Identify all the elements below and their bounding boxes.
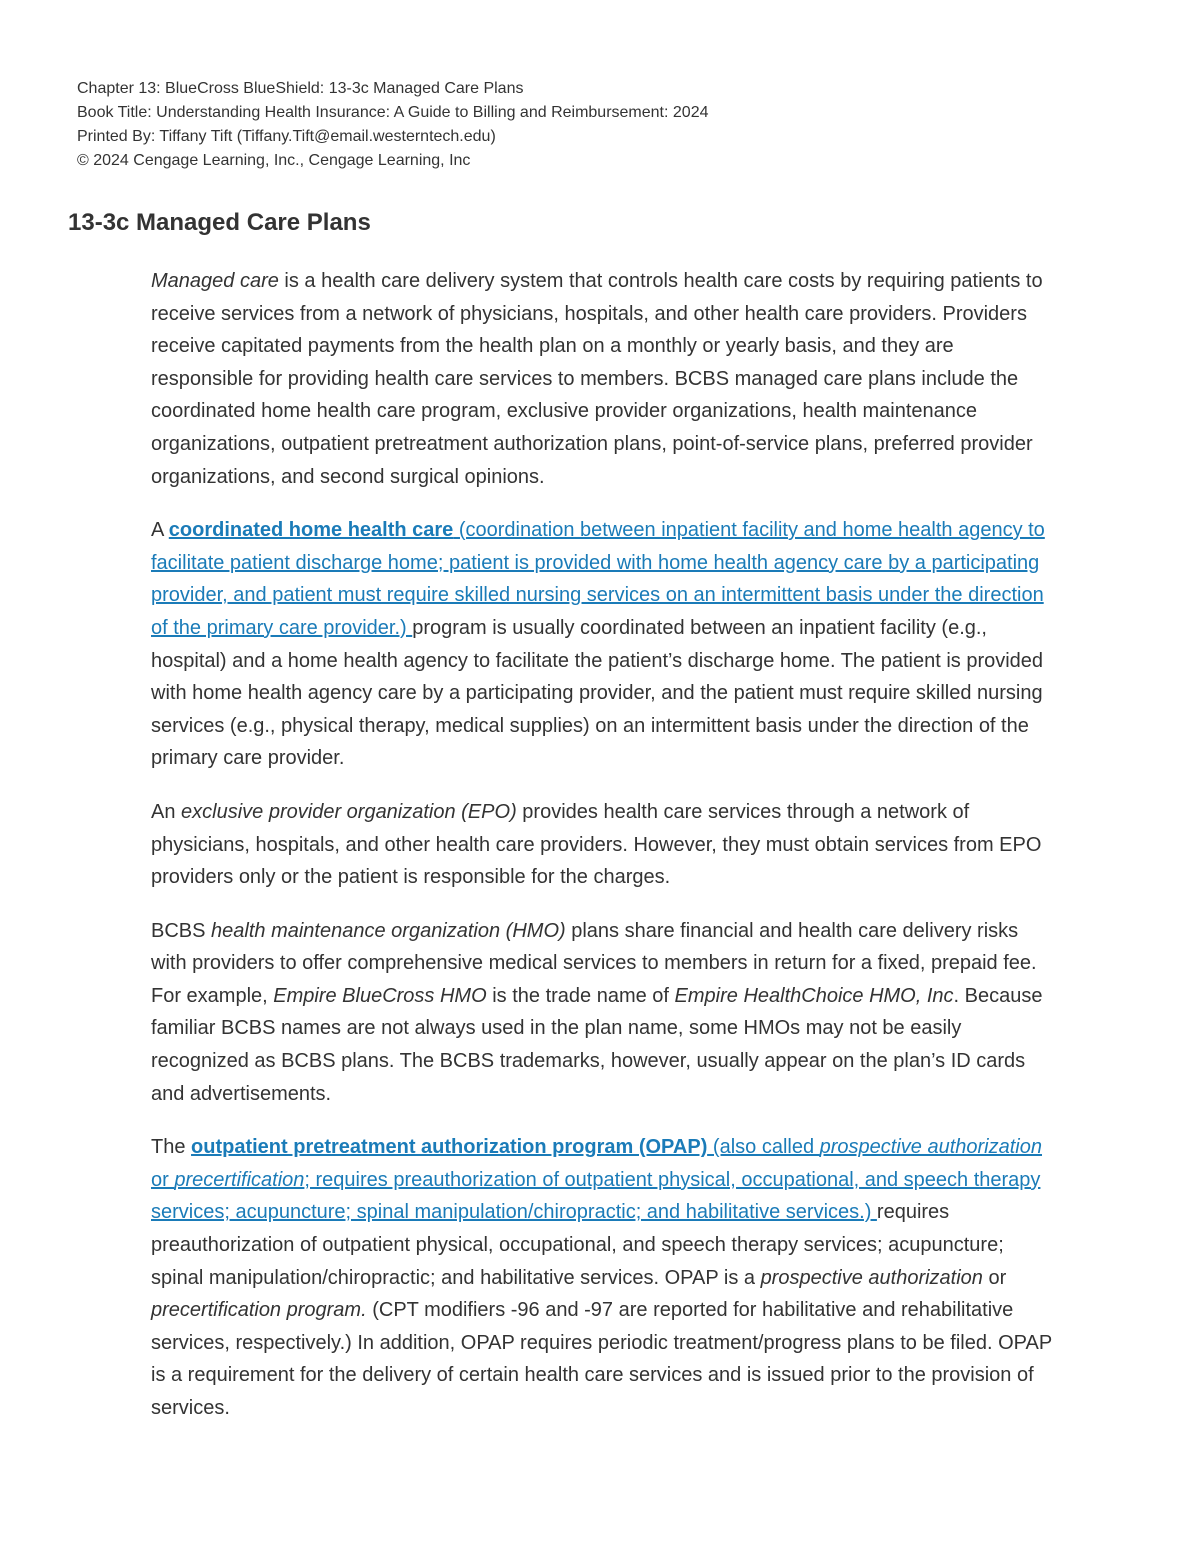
paragraph-opap: The outpatient pretreatment authorization program (OPAP) (also called prospective authorization or precertification; requires preauthorization of outpatient physical, occupational, and speech therapy services; acupuncture; spinal manipulation/chiropractic; and habilitative services.) requires preauthorization of outpatient physical, occupational, and speech therapy services; acupuncture; spinal manipulation/chiropractic; and habilitative services. OPAP is a prospective authorization or precertification program. (CPT modifiers -96 and -97 are reported for habilitative and rehabilitative services, respectively.) In addition, OPAP requires periodic treatment/progress plans to be filed. OPAP is a requirement for the delivery of certain health care services and is issued prior to the provision of services. (151, 1136, 1052, 1419)
glossary-link-coordinated-home-health-care[interactable]: coordinated home health care (coordination between inpatient facility and home health agency to facilitate patient discharge home; patient is provided with home health agency care by a participating provider, and patient must require skilled nursing services on an intermittent basis under the direction of the primary care provider.) (151, 519, 1045, 639)
term-hmo: health maintenance organization (HMO) (211, 919, 566, 942)
glossary-link-opap[interactable]: outpatient pretreatment authorization program (OPAP) (also called prospective authorization or precertification; requires preauthorization of outpatient physical, occupational, and speech therapy services; acupuncture; spinal manipulation/chiropractic; and habilitative services.) (151, 1136, 1042, 1224)
term-epo: exclusive provider organization (EPO) (181, 800, 517, 823)
section-body (151, 265, 1056, 1446)
paragraph-coordinated-home-health-care: A coordinated home health care (coordination between inpatient facility and home health agency to facilitate patient discharge home; patient is provided with home health agency care by a participating provider, and patient must require skilled nursing services on an intermittent basis under the direction of the primary care provider.) program is usually coordinated between an inpatient facility (e.g., hospital) and a home health agency to facilitate the patient’s discharge home. The patient is provided with home health agency care by a participating provider, and the patient must require skilled nursing services (e.g., physical therapy, medical supplies) on an intermittent basis under the direction of the primary care provider. (151, 519, 1045, 770)
copyright-line: © 2024 Cengage Learning, Inc., Cengage Learning, Inc (77, 152, 471, 169)
paragraph-hmo: BCBS health maintenance organization (HMO) plans share financial and health care delivery risks with providers to offer comprehensive medical services to members in return for a fixed, prepaid fee. For example, Empire BlueCross HMO is the trade name of Empire HealthChoice HMO, Inc. Because familiar BCBS names are not always used in the plan name, some HMOs may not be easily recognized as BCBS plans. The BCBS trademarks, however, usually appear on the plan’s ID cards and advertisements. (151, 919, 1043, 1105)
printed-by-line: Printed By: Tiffany Tift (Tiffany.Tift@email.westerntech.edu) (77, 128, 496, 145)
paragraph-epo: An exclusive provider organization (EPO) provides health care services through a network of physicians, hospitals, and other health care providers. However, they must obtain services from EPO providers only or the patient is responsible for the charges. (151, 800, 1042, 889)
chapter-line: Chapter 13: BlueCross BlueShield: 13-3c Managed Care Plans (77, 80, 524, 97)
paragraph-managed-care: Managed care is a health care delivery system that controls health care costs by requiring patients to receive services from a network of physicians, hospitals, and other health care providers. Providers receive capitated payments from the health plan on a monthly or yearly basis, and they are responsible for providing health care services to members. BCBS managed care plans include the coordinated home health care program, exclusive provider organizations, health maintenance organizations, outpatient pretreatment authorization plans, point-of-service plans, preferred provider organizations, and second surgical opinions. (151, 270, 1043, 488)
book-title-line: Book Title: Understanding Health Insurance: A Guide to Billing and Reimbursement: 2024 (77, 104, 709, 121)
section-title: 13-3c Managed Care Plans (68, 209, 371, 236)
document-header (77, 77, 708, 173)
term-managed-care: Managed care (151, 270, 279, 292)
